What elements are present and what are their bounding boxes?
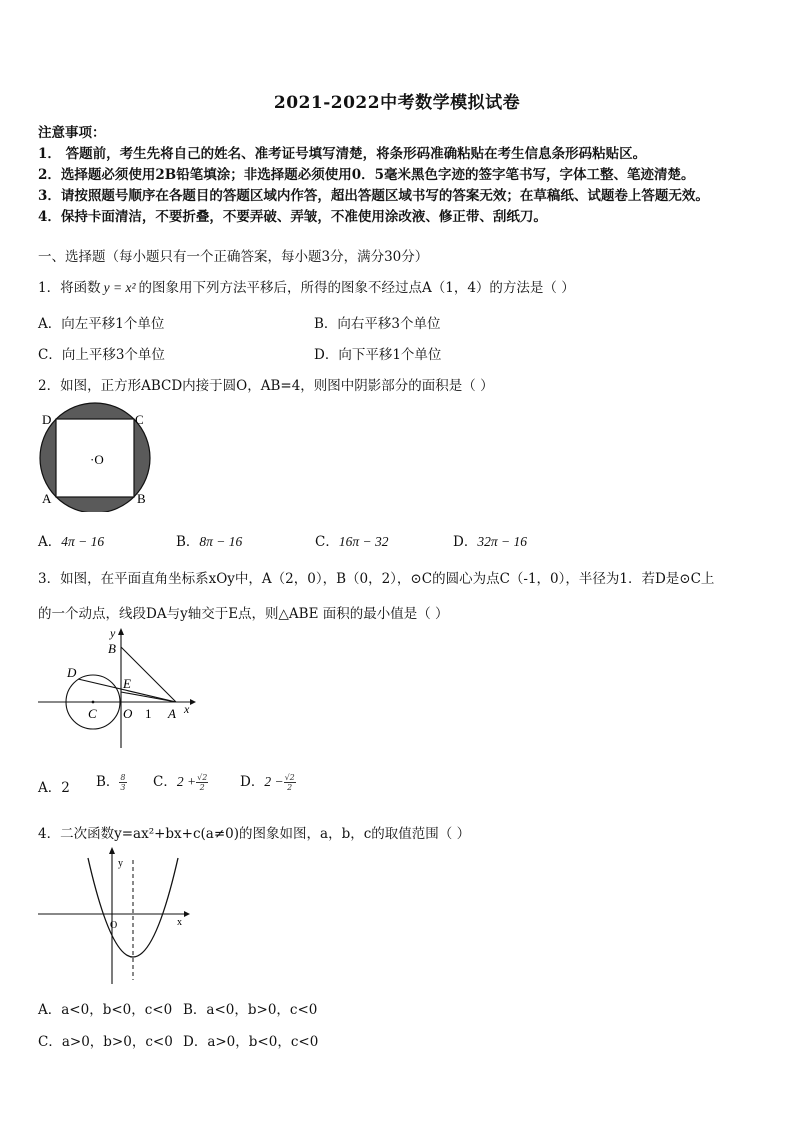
notice-item-3: 3．请按照题号顺序在各题目的答题区域内作答，超出答题区域书写的答案无效；在草稿纸、试题卷上答题无效。 <box>38 188 709 204</box>
label-x: x <box>177 917 182 928</box>
notice-heading: 注意事项： <box>38 125 106 141</box>
label-a: A <box>168 706 176 721</box>
x-axis-arrow <box>190 699 196 705</box>
question-1-formula: y = x² <box>103 280 136 295</box>
question-2-stem: 2．如图，正方形ABCD内接于圆O，AB=4，则图中阴影部分的面积是（ ） <box>38 378 494 394</box>
label-y: y <box>118 858 123 869</box>
label-d: D <box>42 412 52 427</box>
question-2-option-b: B．8π − 16 <box>176 534 243 550</box>
question-3-line-2: 的一个动点，线段DA与y轴交于E点，则△ABE 面积的最小值是（ ） <box>38 606 449 622</box>
question-1-suffix: 的图象用下列方法平移后，所得的图象不经过点A（1，4）的方法是（ ） <box>138 280 575 296</box>
label-c: C <box>88 706 97 721</box>
question-3-option-b: B． $\frac{8}{3}$ <box>96 773 126 792</box>
question-4-option-d: D．a>0，b<0，c<0 <box>183 1034 319 1050</box>
point-c <box>92 701 95 704</box>
question-1-option-c: C．向上平移3个单位 <box>38 347 165 363</box>
question-1-option-d: D．向下平移1个单位 <box>314 347 442 363</box>
y-axis-arrow <box>118 628 124 635</box>
label-a: A <box>42 491 52 506</box>
label-one: 1 <box>145 706 152 721</box>
question-4-stem: 4．二次函数y=ax²+bx+c(a≠0)的图象如图，a，b，c的取值范围（ ） <box>38 826 471 842</box>
x-axis-arrow <box>184 911 190 917</box>
label-e: E <box>123 676 131 691</box>
label-c: C <box>135 412 144 427</box>
y-axis-arrow <box>109 847 115 854</box>
question-1-stem <box>38 276 575 296</box>
notice-item-1: 1． 答题前，考生先将自己的姓名、准考证号填写清楚，将条形码准确粘贴在考生信息条形码粘贴区。 <box>38 146 647 162</box>
section-heading: 一、选择题（每小题只有一个正确答案，每小题3分，满分30分） <box>38 249 429 265</box>
label-b: B <box>108 641 116 656</box>
question-2-option-d: D．32π − 16 <box>453 534 527 550</box>
question-3-line-1: 3．如图，在平面直角坐标系xOy中，A（2，0），B（0，2），⊙C的圆心为点C（-1，0），半径为1．若D是⊙C上 <box>38 571 715 587</box>
question-1-prefix: 1．将函数 <box>38 280 101 296</box>
parabola <box>88 858 178 957</box>
question-2-option-a: A．4π − 16 <box>38 534 105 550</box>
question-3-option-a: A．2 <box>38 780 70 796</box>
notice-item-4: 4．保持卡面清洁，不要折叠，不要弄破、弄皱，不准使用涂改液、修正带、刮纸刀。 <box>38 209 547 225</box>
question-3-figure <box>34 622 204 754</box>
question-3-option-d: D．2 − $\frac{√2}{2}$ <box>240 773 295 792</box>
question-4-figure <box>34 846 199 991</box>
label-o: O <box>123 706 133 721</box>
question-4-option-b: B．a<0，b>0，c<0 <box>183 1002 318 1018</box>
page-title: 2021-2022中考数学模拟试卷 <box>273 93 521 113</box>
question-1-option-b: B．向右平移3个单位 <box>314 316 441 332</box>
label-y: y <box>110 626 116 640</box>
label-o: O <box>110 920 118 931</box>
label-x: x <box>184 702 190 716</box>
notice-item-2: 2．选择题必须使用2B铅笔填涂；非选择题必须使用0．5毫米黑色字迹的签字笔书写，字体工整、笔迹清楚。 <box>38 167 695 183</box>
question-3-option-c: C．2 + $\frac{√2}{2}$ <box>153 773 208 792</box>
label-o: ·O <box>90 452 104 467</box>
question-2-option-c: C．16π − 32 <box>315 534 389 550</box>
question-1-option-a: A．向左平移1个单位 <box>38 316 165 332</box>
question-2-figure <box>30 402 160 512</box>
label-b: B <box>137 491 146 506</box>
question-4-option-a: A．a<0，b<0，c<0 <box>38 1002 173 1018</box>
label-d: D <box>67 665 77 680</box>
question-4-option-c: C．a>0，b>0，c<0 <box>38 1034 173 1050</box>
